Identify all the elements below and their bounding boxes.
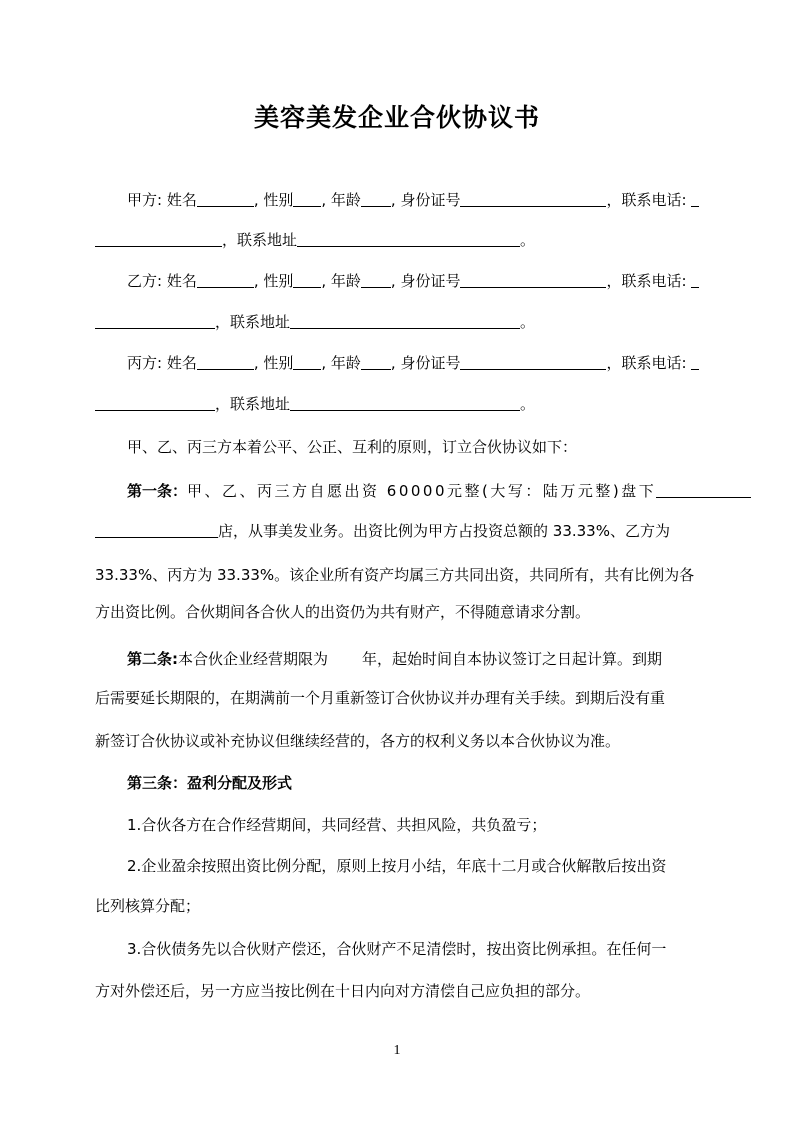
party-b-age-blank[interactable] — [361, 273, 391, 288]
party-a-phone-blank[interactable] — [691, 192, 699, 207]
party-c-address-blank[interactable] — [290, 396, 520, 411]
document-title: 美容美发企业合伙协议书 — [253, 103, 540, 132]
party-a-address-blank[interactable] — [297, 232, 520, 247]
article-1-shop-blank-cont[interactable] — [95, 523, 218, 538]
party-a-id-blank[interactable] — [460, 192, 606, 207]
party-c-age-blank[interactable] — [361, 355, 391, 370]
article-1-line2: 店，从事美发业务。出资比例为甲方占投资总额的 33.33%、乙方为 — [95, 521, 705, 541]
party-b-gender-blank[interactable] — [293, 273, 321, 288]
article-3-item-1: 1.合伙各方在合作经营期间，共同经营、共担风险，共负盈亏； — [127, 816, 547, 834]
party-c-name-blank[interactable] — [197, 355, 254, 370]
party-b-line1: 乙方: 姓名 , 性别 , 年龄 , 身份证号 ，联系电话: — [127, 271, 737, 291]
article-3-item-2-line2: 比列核算分配； — [95, 897, 201, 915]
article-2-line1: 第二条:本合伙企业经营期限为 年，起始时间自本协议签订之日起计算。到期 — [127, 650, 663, 668]
party-a-phone-blank-cont[interactable] — [95, 232, 222, 247]
article-3-item-2-line1: 2.企业盈余按照出资比例分配，原则上按月小结，年底十二月或合伙解散后按出资 — [127, 857, 667, 875]
party-c-line1: 丙方: 姓名 , 性别 , 年龄 , 身份证号 ，联系电话: — [127, 353, 737, 373]
article-3-item-3-line1: 3.合伙债务先以合伙财产偿还，合伙财产不足清偿时，按出资比例承担。在任何一 — [127, 940, 667, 958]
party-a-name-blank[interactable] — [197, 192, 254, 207]
article-2-line2: 后需要延长期限的，在期满前一个月重新签订合伙协议并办理有关手续。到期后没有重 — [95, 689, 666, 707]
article-2-line3: 新签订合伙协议或补充协议但继续经营的，各方的权利义务以本合伙协议为准。 — [95, 732, 621, 750]
page-number: 1 — [393, 1043, 401, 1058]
party-b-address-blank[interactable] — [290, 314, 520, 329]
article-1-line4: 方出资比例。合伙期间各合伙人的出资仍为共有财产，不得随意请求分割。 — [95, 603, 591, 621]
article-1-shop-blank[interactable] — [656, 483, 751, 498]
party-b-line2: ，联系地址 。 — [95, 312, 705, 332]
party-c-gender-blank[interactable] — [293, 355, 321, 370]
article-3-heading: 第三条：盈利分配及形式 — [127, 774, 293, 792]
article-2-label: 第二条: — [127, 650, 178, 668]
party-a-line1: 甲方: 姓名 , 性别 , 年龄 , 身份证号 ，联系电话: — [127, 190, 737, 210]
party-a-gender-blank[interactable] — [293, 192, 321, 207]
article-3-item-3-line2: 方对外偿还后，另一方应当按比例在十日内向对方清偿自己应负担的部分。 — [95, 982, 591, 1000]
party-b-phone-blank-cont[interactable] — [95, 314, 215, 329]
article-1-label: 第一条： — [127, 482, 188, 500]
party-c-phone-blank[interactable] — [691, 355, 699, 370]
party-c-line2: ，联系地址 。 — [95, 394, 705, 414]
party-b-id-blank[interactable] — [460, 273, 606, 288]
party-b-name-blank[interactable] — [197, 273, 254, 288]
party-a-line2: ，联系地址 。 — [95, 230, 705, 250]
party-c-phone-blank-cont[interactable] — [95, 396, 215, 411]
intro-paragraph: 甲、乙、丙三方本着公平、公正、互利的原则，订立合伙协议如下： — [127, 438, 578, 456]
article-1-line1: 第一条：甲、乙、丙三方自愿出资 60000元整(大写：陆万元整)盘下 — [127, 481, 794, 501]
party-a-age-blank[interactable] — [361, 192, 391, 207]
party-c-id-blank[interactable] — [460, 355, 606, 370]
article-1-line3: 33.33%、丙方为 33.33%。该企业所有资产均属三方共同出资，共同所有，共有比例为各 — [95, 566, 695, 584]
party-b-phone-blank[interactable] — [691, 273, 699, 288]
